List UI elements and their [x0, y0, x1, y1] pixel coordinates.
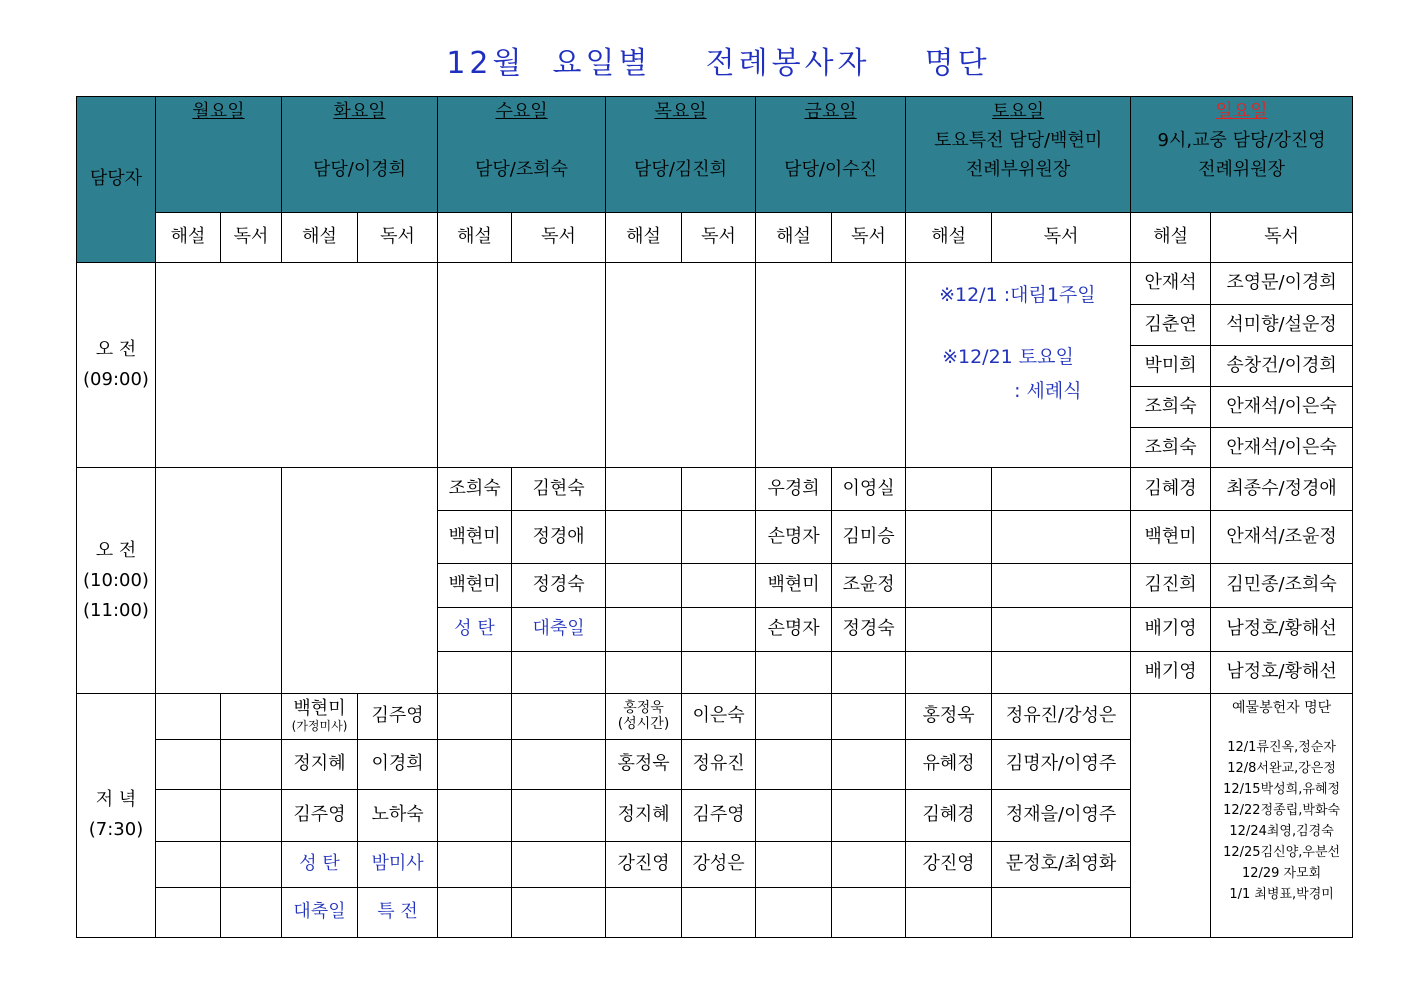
- wed-commentary: [438, 651, 512, 693]
- tue-reading: 노하숙: [358, 789, 438, 841]
- sat-reading: 김명자/이영주: [992, 739, 1131, 789]
- tue-commentary: 정지혜: [282, 739, 358, 789]
- empty-cell: [682, 651, 756, 693]
- fri-reading: 정경숙: [832, 607, 906, 651]
- empty-cell: [438, 789, 512, 841]
- empty-cell: [992, 511, 1131, 563]
- empty-cell: [512, 739, 606, 789]
- sat-reading: 정유진/강성은: [992, 693, 1131, 739]
- empty-cell: [756, 887, 832, 937]
- empty-cell: [221, 739, 282, 789]
- fri-commentary: 손명자: [756, 511, 832, 563]
- wed-reading: 정경애: [512, 511, 606, 563]
- empty-cell: [832, 887, 906, 937]
- empty-cell: [221, 887, 282, 937]
- thu-commentary: [606, 887, 682, 937]
- empty-cell: [992, 607, 1131, 651]
- sat-commentary: 유혜정: [906, 739, 992, 789]
- sun-0900-commentary: 조희숙: [1131, 387, 1211, 428]
- sun-commentary: 백현미: [1131, 511, 1211, 563]
- sat-commentary: [906, 887, 992, 937]
- tue-commentary: 김주영: [282, 789, 358, 841]
- wed-commentary: 조희숙: [438, 468, 512, 511]
- header-manager: 담당자: [77, 97, 156, 263]
- thu-commentary: 강진영: [606, 841, 682, 887]
- empty-cell: [438, 693, 512, 739]
- empty-cell: [992, 468, 1131, 511]
- empty-cell: [832, 789, 906, 841]
- sun-commentary: 김혜경: [1131, 468, 1211, 511]
- fri-commentary: 백현미: [756, 563, 832, 607]
- header-saturday: 토요일 토요특전 담당/백현미 전례부위원장: [906, 97, 1131, 213]
- wed-reading: 정경숙: [512, 563, 606, 607]
- empty-cell: [756, 789, 832, 841]
- sun-0900-reading: 조영문/이경희: [1211, 263, 1353, 305]
- tue-reading-header: 독서: [358, 213, 438, 263]
- empty-cell: [682, 468, 756, 511]
- thu-reading: 이은숙: [682, 693, 756, 739]
- sat-reading: [992, 887, 1131, 937]
- wed-commentary: 성 탄: [438, 607, 512, 651]
- saturday-notes: ※12/1 :대림1주일 ※12/21 토요일 : 세례식: [906, 263, 1131, 468]
- empty-cell: [221, 693, 282, 739]
- empty-cell: [1131, 693, 1211, 937]
- mon-reading-header: 독서: [221, 213, 282, 263]
- thu-commentary: 정지혜: [606, 789, 682, 841]
- empty-cell: [606, 263, 756, 468]
- donor-item: 12/1류진옥,정순자: [1227, 739, 1336, 755]
- empty-cell: [156, 739, 221, 789]
- thu-reading: [682, 887, 756, 937]
- sun-reading: 김민종/조희숙: [1211, 563, 1353, 607]
- empty-cell: [906, 511, 992, 563]
- empty-cell: [156, 789, 221, 841]
- thu-reading-header: 독서: [682, 213, 756, 263]
- sat-commentary-header: 해설: [906, 213, 992, 263]
- empty-cell: [282, 468, 438, 693]
- donor-item: 12/29 자모회: [1241, 865, 1322, 881]
- empty-cell: [756, 693, 832, 739]
- empty-cell: [756, 739, 832, 789]
- empty-cell: [606, 607, 682, 651]
- empty-cell: [906, 607, 992, 651]
- header-monday: 월요일: [156, 97, 282, 213]
- header-sunday: 일요일 9시,교중 담당/강진영 전례위원장: [1131, 97, 1353, 213]
- sun-reading-header: 독서: [1211, 213, 1353, 263]
- thu-commentary-header: 해설: [606, 213, 682, 263]
- sat-commentary: 김혜경: [906, 789, 992, 841]
- header-wednesday: 수요일 담당/조희숙: [438, 97, 606, 213]
- fri-commentary: 우경희: [756, 468, 832, 511]
- sun-0900-reading: 안재석/이은숙: [1211, 387, 1353, 428]
- wed-commentary: 백현미: [438, 563, 512, 607]
- empty-cell: [606, 651, 682, 693]
- wed-reading: 대축일: [512, 607, 606, 651]
- empty-cell: [512, 841, 606, 887]
- empty-cell: [156, 468, 282, 693]
- empty-cell: [156, 841, 221, 887]
- sat-commentary: 홍정욱: [906, 693, 992, 739]
- header-tuesday: 화요일 담당/이경희: [282, 97, 438, 213]
- fri-reading: 이영실: [832, 468, 906, 511]
- empty-cell: [438, 263, 606, 468]
- session-morning-1000: 오 전 (10:00) (11:00): [77, 468, 156, 693]
- thu-commentary: 홍정욱 (성시간): [606, 693, 682, 739]
- thu-commentary: 홍정욱: [606, 739, 682, 789]
- empty-cell: [221, 841, 282, 887]
- thu-reading: 정유진: [682, 739, 756, 789]
- fri-reading: 김미승: [832, 511, 906, 563]
- empty-cell: [438, 739, 512, 789]
- empty-cell: [832, 841, 906, 887]
- empty-cell: [832, 693, 906, 739]
- empty-cell: [682, 511, 756, 563]
- sat-reading: 정재을/이영주: [992, 789, 1131, 841]
- page-title: 12월 요일별 전례봉사자 명단: [446, 46, 991, 81]
- tue-commentary-header: 해설: [282, 213, 358, 263]
- donor-item: 1/1 최병표,박경미: [1229, 886, 1334, 902]
- header-thursday: 목요일 담당/김진희: [606, 97, 756, 213]
- sat-reading-header: 독서: [992, 213, 1131, 263]
- wed-reading: [512, 651, 606, 693]
- sun-0900-reading: 석미향/설운정: [1211, 305, 1353, 346]
- fri-commentary: 손명자: [756, 607, 832, 651]
- sun-0900-commentary: 김춘연: [1131, 305, 1211, 346]
- sun-reading: 안재석/조윤정: [1211, 511, 1353, 563]
- mon-commentary-header: 해설: [156, 213, 221, 263]
- empty-cell: [438, 841, 512, 887]
- empty-cell: [756, 841, 832, 887]
- donor-item: 12/8서완교,강은정: [1227, 760, 1336, 776]
- empty-cell: [992, 563, 1131, 607]
- sun-reading: 최종수/정경애: [1211, 468, 1353, 511]
- thu-reading: 강성은: [682, 841, 756, 887]
- tue-commentary: 백현미 (가정미사): [282, 693, 358, 739]
- empty-cell: [756, 263, 906, 468]
- sun-0900-commentary: 박미희: [1131, 346, 1211, 387]
- empty-cell: [906, 651, 992, 693]
- empty-cell: [832, 739, 906, 789]
- sun-reading: 남정호/황해선: [1211, 607, 1353, 651]
- sun-commentary-header: 해설: [1131, 213, 1211, 263]
- empty-cell: [512, 693, 606, 739]
- empty-cell: [156, 263, 438, 468]
- tue-reading: 특 전: [358, 887, 438, 937]
- donor-item: 12/22정종립,박화숙: [1223, 802, 1341, 818]
- sun-commentary: 배기영: [1131, 651, 1211, 693]
- tue-reading: 김주영: [358, 693, 438, 739]
- fri-commentary-header: 해설: [756, 213, 832, 263]
- fri-reading: 조윤정: [832, 563, 906, 607]
- fri-reading-header: 독서: [832, 213, 906, 263]
- tue-reading: 밤미사: [358, 841, 438, 887]
- sun-reading: 남정호/황해선: [1211, 651, 1353, 693]
- thu-reading: 김주영: [682, 789, 756, 841]
- sun-0900-reading: 안재석/이은숙: [1211, 428, 1353, 468]
- wed-reading-header: 독서: [512, 213, 606, 263]
- session-evening: 저 녁 (7:30): [77, 693, 156, 937]
- tue-reading: 이경희: [358, 739, 438, 789]
- sun-commentary: 배기영: [1131, 607, 1211, 651]
- fri-reading: [832, 651, 906, 693]
- empty-cell: [682, 563, 756, 607]
- sun-commentary: 김진희: [1131, 563, 1211, 607]
- fri-commentary: [756, 651, 832, 693]
- empty-cell: [682, 607, 756, 651]
- sun-0900-reading: 송창건/이경희: [1211, 346, 1353, 387]
- session-morning-0900: 오 전 (09:00): [77, 263, 156, 468]
- empty-cell: [906, 468, 992, 511]
- sun-0900-commentary: 조희숙: [1131, 428, 1211, 468]
- sat-reading: 문정호/최영화: [992, 841, 1131, 887]
- header-friday: 금요일 담당/이수진: [756, 97, 906, 213]
- schedule-table: [76, 96, 1353, 938]
- empty-cell: [512, 789, 606, 841]
- donor-item: 12/25김신양,우분선: [1223, 844, 1341, 860]
- tue-commentary: 성 탄: [282, 841, 358, 887]
- empty-cell: [438, 887, 512, 937]
- empty-cell: [906, 563, 992, 607]
- empty-cell: [606, 563, 682, 607]
- empty-cell: [156, 693, 221, 739]
- tue-commentary: 대축일: [282, 887, 358, 937]
- empty-cell: [221, 789, 282, 841]
- sun-0900-commentary: 안재석: [1131, 263, 1211, 305]
- empty-cell: [512, 887, 606, 937]
- donor-list: 예물봉헌자 명단 12/1류진옥,정순자 12/8서완교,강은정 12/15박성희,유혜정 12/22정종립,박화숙 12/24최영,김경숙 12/25김신양,우분선 12/29 자모회 1/1 최병표,박경미: [1211, 693, 1353, 937]
- empty-cell: [606, 468, 682, 511]
- donor-item: 12/15박성희,유혜정: [1223, 781, 1341, 797]
- wed-reading: 김현숙: [512, 468, 606, 511]
- donor-item: 12/24최영,김경숙: [1229, 823, 1334, 839]
- wed-commentary: 백현미: [438, 511, 512, 563]
- sat-commentary: 강진영: [906, 841, 992, 887]
- empty-cell: [606, 511, 682, 563]
- wed-commentary-header: 해설: [438, 213, 512, 263]
- empty-cell: [992, 651, 1131, 693]
- empty-cell: [156, 887, 221, 937]
